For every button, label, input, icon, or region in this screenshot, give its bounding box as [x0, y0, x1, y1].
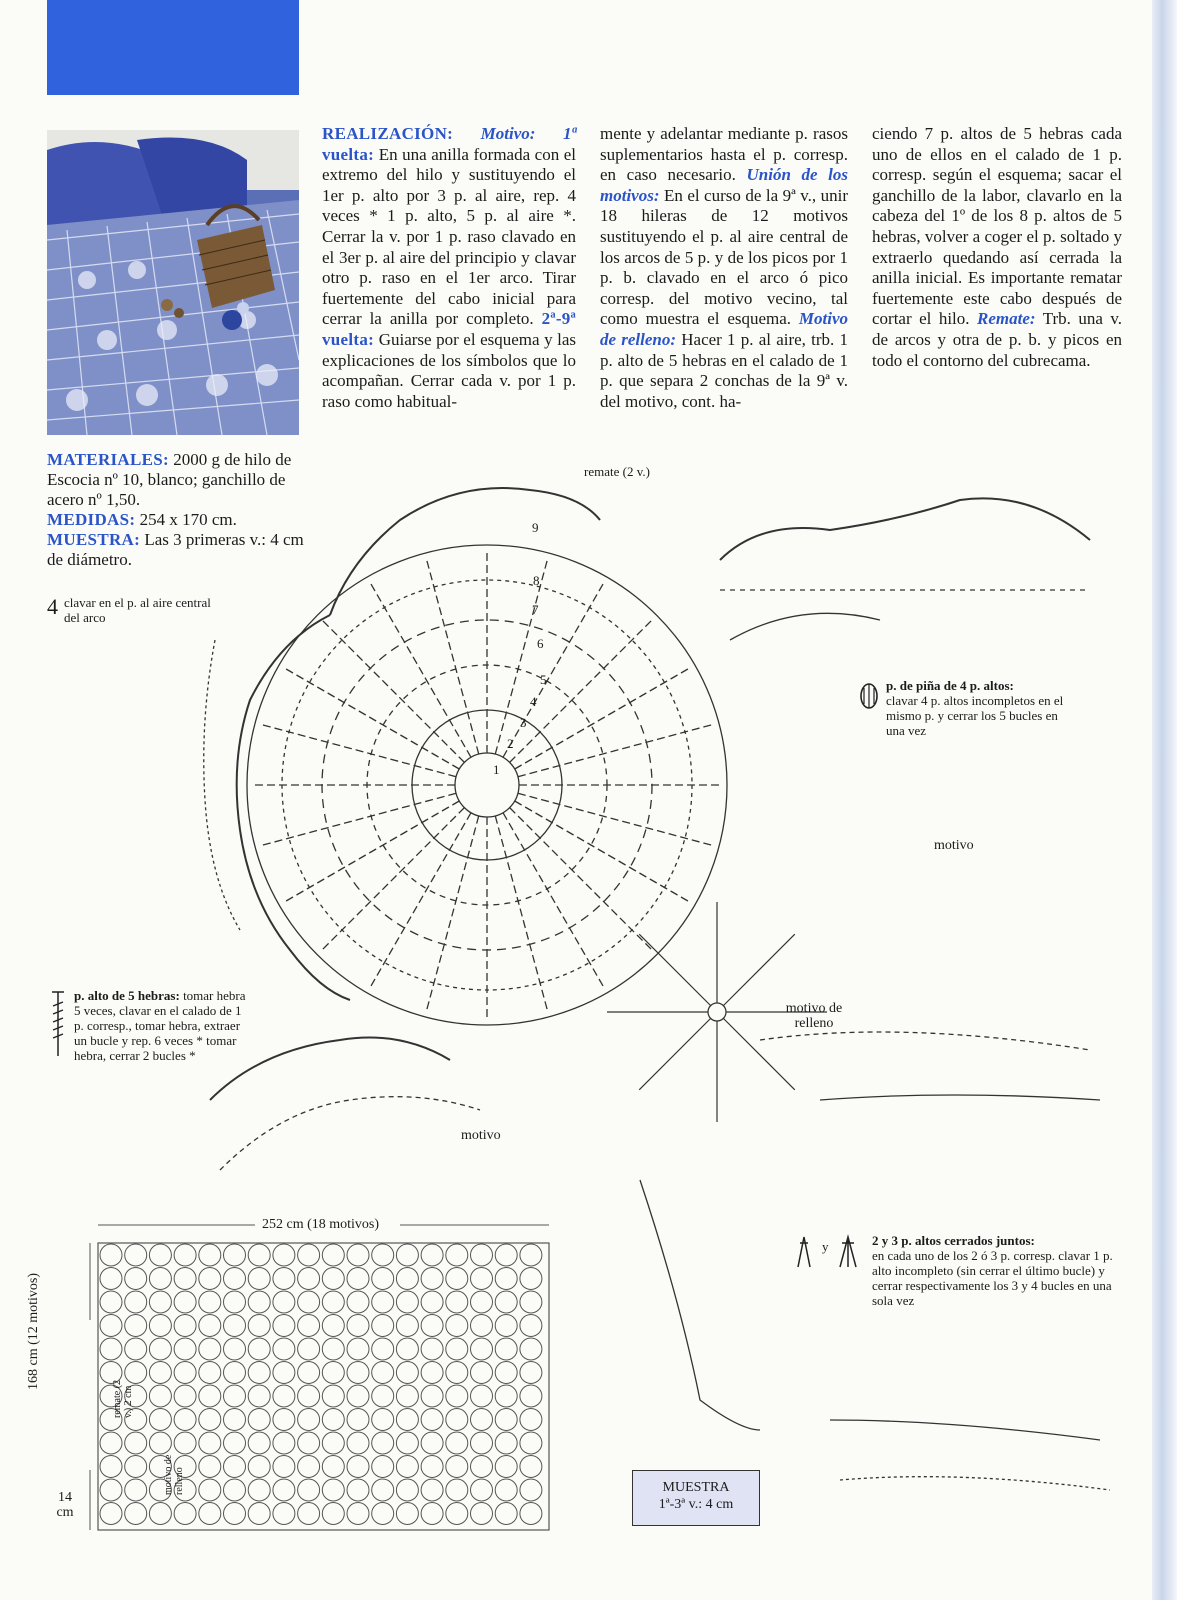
muestra-box-title: MUESTRA: [662, 1480, 730, 1495]
round-number: 4: [530, 694, 537, 709]
heading-vueltas-2-9: 2ª-9ª vuelta:: [322, 309, 576, 349]
cerrados-text: en cada uno de los 2 ó 3 p. corresp. clavar 1 p. alto incompleto (sin cerrar el último bucle) y cerrar respectivamente los 3 y 4 bucles en una sola vez: [872, 1248, 1113, 1308]
round-number: 3: [520, 715, 527, 730]
relleno-label: motivo de relleno: [785, 1001, 843, 1031]
pina-icon: [858, 680, 880, 712]
motivo-label-right: motivo: [934, 838, 974, 853]
plan-remate-label: remate (2 v.) 2 cm: [112, 1379, 134, 1418]
heading-materiales: MATERIALES:: [47, 450, 170, 469]
heading-realizacion: REALIZACIÓN:: [322, 124, 454, 143]
plan-height-label: 168 cm (12 motivos): [26, 1272, 41, 1390]
round-number: 8: [533, 573, 540, 588]
alto5-text: tomar hebra 5 veces, clavar en el calado de 1 p. corresp., tomar hebra, extraer un bucle y rep. 6 veces * tomar hebra, cerrar 2 bucles *: [74, 988, 246, 1063]
muestra-text: Las 3 primeras v.: 4 cm de diámetro.: [47, 530, 304, 569]
paragraph: Hacer 1 p. al aire, trb. 1 p. alto de 5 hebras en el calado de 1 p. que separa 2 conchas de la 9ª v. del motivo, cont. ha-: [600, 329, 848, 411]
legend-alto5: [50, 988, 260, 1063]
legend-clavar: [47, 595, 227, 625]
paragraph: En una anilla formada con el extremo del hilo y sustituyendo el 1er p. alto por 3 p. al aire, rep. 4 veces * 1 p. alto, 5 p. al aire *. Cerrar la v. por 1 p. raso clavado en el 3er p. al aire del principio y clavar otro p. raso en el 1er arco. Tirar fuertemente del cabo inicial para cerrar la anilla por completo.: [322, 144, 577, 329]
clavar-symbol: 4: [47, 594, 58, 619]
plan-corner-label: 14 cm: [56, 1490, 74, 1520]
round-number: 5: [540, 672, 547, 687]
alto5-icon: [50, 990, 66, 1058]
paragraph: Trb. una v. de arcos y otra de p. b. y picos en todo el contorno del cubrecama.: [872, 309, 1123, 370]
heading-muestra: MUESTRA:: [47, 530, 141, 549]
round-number: 1: [493, 762, 500, 777]
legend-cerrados: [796, 1233, 1116, 1308]
paragraph: En el curso de la 9ª v., unir 18 hileras de 12 motivos sustituyendo el p. al aire central de los arcos de 5 p. y de los picos por 1 p. b. clavado en el arco ó pico corresp. del motivo vecino, tal como muestra el esquema.: [600, 185, 848, 329]
round-number: 7: [532, 602, 539, 617]
heading-motivo: Motivo: 1ª: [480, 124, 577, 143]
legend-pina: [858, 678, 1068, 738]
muestra-box: [632, 1470, 760, 1526]
cerrados-title: 2 y 3 p. altos cerrados juntos:: [872, 1233, 1035, 1248]
heading-union: Unión de los motivos:: [600, 165, 848, 205]
cerrados-y: y: [822, 1239, 829, 1254]
paragraph: mente y adelantar mediante p. rasos suplementarios hasta el p. corresp. en caso necesario.: [600, 124, 848, 185]
round-number: 6: [537, 636, 544, 651]
materiales-text: 2000 g de hilo de Escocia nº 10, blanco; ganchillo de acero nº 1,50.: [47, 450, 292, 509]
round-number: 2: [507, 736, 514, 751]
remate-label: remate (2 v.): [584, 464, 650, 479]
heading-relleno: Motivo de relleno:: [600, 309, 848, 349]
plan-width-label: 252 cm (18 motivos): [262, 1217, 380, 1232]
paragraph: ciendo 7 p. altos de 5 hebras cada uno de ellos en el calado de 1 p. corresp. según el esquema; sacar el ganchillo de la labor, clavarlo en la cabeza del 1º de los 8 p. altos de 5 hebras, volver a coger el p. soltado y extraerlo quedando así cerrada la anilla inicial. Es importante rematar fuertemente este cabo después de cortar el hilo.: [872, 124, 1122, 329]
heading-medidas: MEDIDAS:: [47, 510, 136, 529]
heading-remate: Remate:: [977, 309, 1036, 329]
motivo-label-bottom: motivo: [461, 1128, 501, 1143]
pina-text: clavar 4 p. altos incompletos en el mismo p. y cerrar los 5 bucles en una vez: [886, 693, 1064, 738]
cerrados-icon: [796, 1233, 866, 1269]
clavar-text: clavar en el p. al aire central del arco: [64, 595, 211, 625]
paragraph: Guiarse por el esquema y las explicaciones de los símbolos que lo acompañan. Cerrar cada v. por 1 p. raso como habitual-: [322, 329, 576, 411]
medidas-text: 254 x 170 cm.: [139, 510, 237, 529]
alto5-title: p. alto de 5 hebras:: [74, 988, 180, 1003]
round-number: 9: [532, 520, 539, 535]
heading-vuelta: vuelta:: [322, 144, 375, 164]
muestra-box-value: 1ª-3ª v.: 4 cm: [658, 1497, 734, 1512]
layout-plan-grid: [90, 1225, 549, 1530]
plan-relleno-label: motivo de relleno: [163, 1454, 185, 1495]
pina-title: p. de piña de 4 p. altos:: [886, 678, 1014, 693]
